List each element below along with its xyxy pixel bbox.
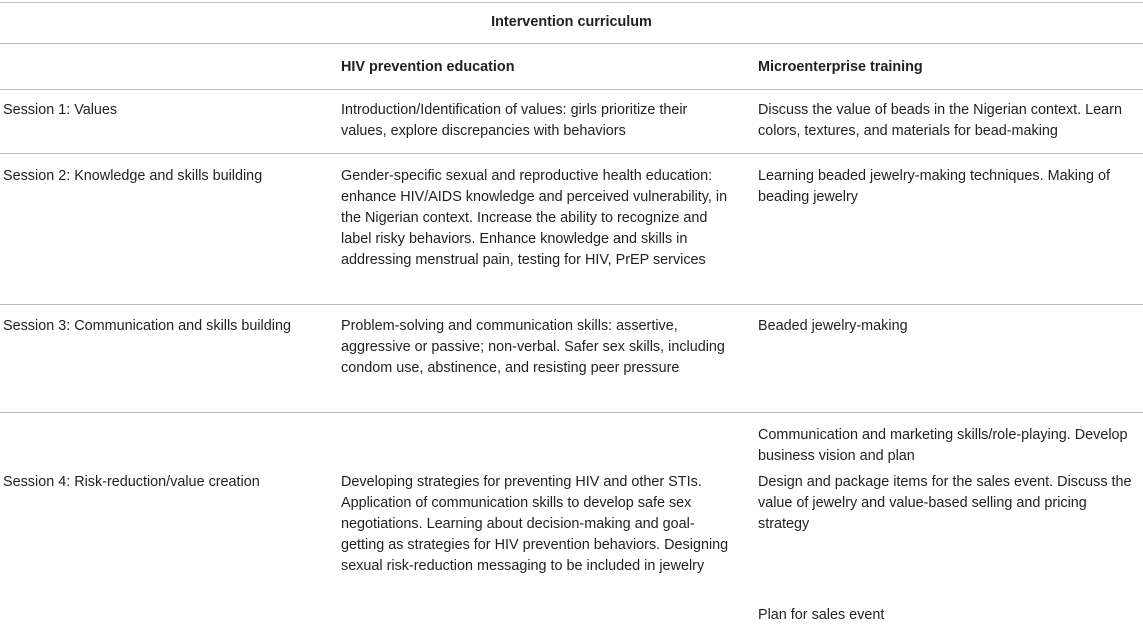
- row-2-rule: [0, 304, 1143, 305]
- session-2-label: Session 2: Knowledge and skills building: [3, 168, 263, 184]
- table-caption: Intervention curriculum: [491, 14, 652, 30]
- session-3-label: Session 3: Communication and skills building: [3, 318, 291, 334]
- session-3-micro: Beaded jewelry-making: [758, 318, 908, 334]
- session-4-hiv: Developing strategies for preventing HIV and other STIs. Application of communication skills to develop safe sex negotiations. Learning about decision-making and goal-getting as strategies for HIV prevention behaviors. Designing sexual risk-reduction messaging to be included in jewelry: [341, 474, 729, 574]
- session-4-micro-3: Plan for sales event: [758, 607, 885, 623]
- session-1-micro: Discuss the value of beads in the Nigerian context. Learn colors, textures, and materials for bead-making: [758, 102, 1122, 139]
- row-3-rule: [0, 412, 1143, 413]
- header-hiv-prevention: HIV prevention education: [341, 59, 515, 75]
- session-1-label: Session 1: Values: [3, 102, 118, 118]
- session-1-hiv: Introduction/Identification of values: girls prioritize their values, explore discrepancies with behaviors: [341, 102, 688, 139]
- session-2-hiv: Gender-specific sexual and reproductive health education: enhance HIV/AIDS knowledge and perceived vulnerability, in the Nigerian context. Increase the ability to recognize and label risky behaviors. Enhance knowledge and skills in addressing menstrual pain, testing for HIV, PrEP services: [341, 168, 728, 268]
- header-rule: [0, 89, 1143, 90]
- session-4-micro-2: Design and package items for the sales event. Discuss the value of jewelry and value-based selling and pricing strategy: [758, 474, 1132, 532]
- row-1-rule: [0, 153, 1143, 154]
- table-top-rule: [0, 2, 1143, 3]
- session-4-label: Session 4: Risk-reduction/value creation: [3, 474, 260, 490]
- header-microenterprise: Microenterprise training: [758, 59, 923, 75]
- session-2-micro: Learning beaded jewelry-making techniques. Making of beading jewelry: [758, 168, 1110, 205]
- caption-rule: [0, 43, 1143, 44]
- session-4-micro-1: Communication and marketing skills/role-playing. Develop business vision and plan: [758, 427, 1128, 464]
- session-3-hiv: Problem-solving and communication skills: assertive, aggressive or passive; non-verbal. Safer sex skills, including condom use, abstinence, and resisting peer pressure: [341, 318, 725, 376]
